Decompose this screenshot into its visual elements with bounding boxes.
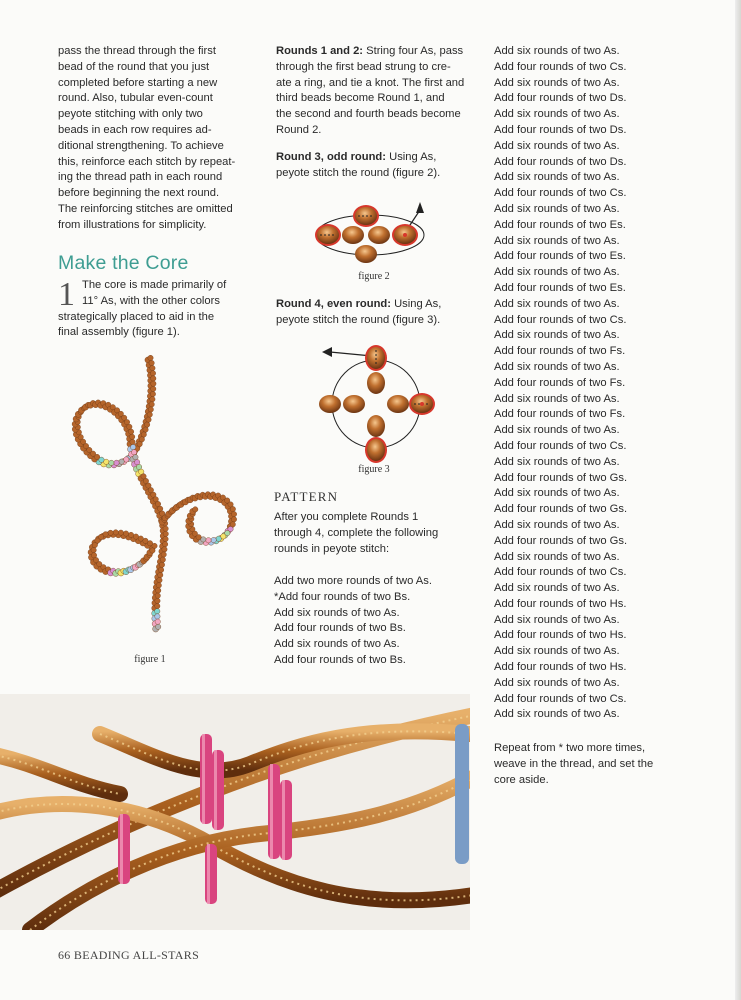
seed-bead <box>128 532 133 537</box>
round-line: Add four rounds of two Ds. <box>494 123 627 136</box>
rounds-list <box>494 44 694 723</box>
seed-bead <box>123 531 128 536</box>
seed-bead <box>158 567 163 572</box>
round-3-paragraph <box>276 150 476 182</box>
bead-highlight <box>120 814 123 884</box>
bead-highlight <box>207 844 210 904</box>
text-line: After you complete Rounds 1 <box>274 511 419 523</box>
seed-bead <box>206 538 211 543</box>
pattern-heading: PATTERN <box>274 489 339 504</box>
text-line: weave in the thread, and set the <box>494 757 654 770</box>
text-span: Using As, <box>390 298 442 310</box>
seed-bead <box>155 619 160 624</box>
seed-bead <box>91 547 96 552</box>
intro-paragraph <box>58 44 254 234</box>
round-4-paragraph <box>276 297 476 329</box>
seed-bead <box>150 397 155 402</box>
round-line: Add six rounds of two As. <box>494 582 620 595</box>
round-line: Add four rounds of two Es. <box>494 250 626 263</box>
seed-bead <box>155 614 160 619</box>
bead <box>387 395 409 413</box>
seed-bead <box>151 376 156 381</box>
seed-bead <box>155 609 160 614</box>
step-number: 1 <box>58 276 75 313</box>
seed-bead <box>158 572 163 577</box>
round-line: Add six rounds of two As. <box>494 171 620 184</box>
text-line <box>58 294 254 310</box>
seed-bead <box>134 459 139 464</box>
text-span: the second and fourth beads become <box>276 108 461 121</box>
seed-bead <box>155 598 160 603</box>
bold-label: Round 3, odd round: <box>276 150 386 163</box>
seed-bead <box>158 506 163 511</box>
round-line: Add six rounds of two As. <box>494 424 620 437</box>
text-line <box>276 297 476 313</box>
page-edge <box>735 0 741 1000</box>
seed-bead <box>160 557 165 562</box>
text-span: Round 2. <box>276 123 322 136</box>
bead <box>367 439 385 461</box>
pattern-line: Add two more rounds of two As. <box>274 575 432 587</box>
figure-1-illustration <box>56 352 256 652</box>
text-span: 11° As, with the other colors <box>82 294 220 307</box>
text-span: The core is made primarily of <box>82 279 227 291</box>
round-line: Add four rounds of two Cs. <box>494 692 627 705</box>
seed-bead <box>150 391 155 396</box>
seed-bead <box>150 371 155 376</box>
text-line: round. Also, tubular even-count <box>58 92 213 105</box>
seed-bead <box>128 429 133 434</box>
bead <box>355 245 377 263</box>
seed-bead <box>133 455 138 460</box>
text-line <box>276 60 476 76</box>
thread-dot <box>403 233 407 237</box>
round-line: Add four rounds of two Es. <box>494 281 626 294</box>
seed-bead <box>159 562 164 567</box>
round-line: Add four rounds of two Hs. <box>494 597 627 610</box>
bold-label: Round 4, even round: <box>276 298 391 310</box>
seed-bead <box>156 588 161 593</box>
text-line: ing the thread path in each round <box>58 171 223 184</box>
seed-bead <box>231 517 236 522</box>
text-line: core aside. <box>494 773 549 786</box>
text-line <box>276 166 476 182</box>
seed-bead <box>146 417 151 422</box>
page-folio: 66 BEADING ALL-STARS <box>58 948 200 962</box>
bead-highlight <box>270 764 273 859</box>
text-line: ditional strengthening. To achieve <box>58 139 224 152</box>
text-line: before beginning the next round. <box>58 187 220 200</box>
text-line <box>276 76 476 92</box>
text-line: from illustrations for simplicity. <box>58 218 207 231</box>
round-line: Add four rounds of two Cs. <box>494 187 627 200</box>
round-line: Add six rounds of two As. <box>494 518 620 531</box>
seed-bead <box>193 507 198 512</box>
text-line: this, reinforce each stitch by repeat- <box>58 155 236 168</box>
seed-bead <box>155 603 160 608</box>
seed-bead <box>114 460 119 465</box>
seed-bead <box>109 460 114 465</box>
round-line: Add six rounds of two As. <box>494 297 620 310</box>
pattern-line: *Add four rounds of two Bs. <box>274 590 411 603</box>
pattern-line: Add four rounds of two Bs. <box>274 622 406 635</box>
seed-bead <box>155 593 160 598</box>
text-line <box>276 44 476 60</box>
round-line: Add four rounds of two Cs. <box>494 313 627 326</box>
seed-bead <box>156 583 161 588</box>
seed-bead <box>130 439 135 444</box>
thread-dot <box>420 402 424 406</box>
text-line: completed before starting a new <box>58 76 218 89</box>
text-span: through the first bead strung to cre- <box>276 60 451 73</box>
round-line: Add six rounds of two As. <box>494 645 620 658</box>
seed-bead <box>130 444 135 449</box>
text-line <box>58 325 254 341</box>
round-line: Add six rounds of two As. <box>494 360 620 373</box>
seed-bead <box>155 624 160 629</box>
seed-bead <box>92 542 97 547</box>
pattern-list <box>274 574 474 669</box>
text-span: strategically placed to aid in the <box>58 310 215 323</box>
text-line: beads in each row requires ad- <box>58 123 212 136</box>
pattern-intro <box>274 510 474 557</box>
round-line: Add six rounds of two As. <box>494 613 620 626</box>
round-line: Add six rounds of two As. <box>494 550 620 563</box>
seed-bead <box>161 552 166 557</box>
text-line <box>276 91 476 107</box>
seed-bead <box>162 542 167 547</box>
round-line: Add six rounds of two As. <box>494 234 620 247</box>
step-1-text <box>58 278 254 341</box>
round-line: Add six rounds of two As. <box>494 392 620 405</box>
seed-bead <box>162 547 167 552</box>
round-line: Add six rounds of two As. <box>494 139 620 152</box>
round-line: Add six rounds of two As. <box>494 329 620 342</box>
seed-bead <box>230 506 235 511</box>
round-line: Add four rounds of two Ds. <box>494 155 627 168</box>
text-line <box>276 107 476 123</box>
bead <box>343 395 365 413</box>
rounds-instructions <box>276 44 476 181</box>
pink-bead-column <box>205 844 217 904</box>
round-line: Add four rounds of two Fs. <box>494 408 626 421</box>
seed-bead <box>138 536 143 541</box>
text-line <box>276 313 476 329</box>
seed-bead <box>163 526 168 531</box>
bead <box>319 395 341 413</box>
text-line: bead of the round that you just <box>58 60 210 73</box>
bead-highlight <box>202 734 205 824</box>
seed-bead <box>119 459 124 464</box>
repeat-note <box>494 741 694 788</box>
bead <box>368 226 390 244</box>
text-line <box>58 310 254 326</box>
round-line: Add six rounds of two As. <box>494 708 620 721</box>
pink-bead-column <box>212 750 224 830</box>
text-span: final assembly (figure 1). <box>58 326 180 339</box>
seed-bead <box>151 386 156 391</box>
bead <box>367 372 385 394</box>
round-line: Add four rounds of two Gs. <box>494 503 628 516</box>
pink-bead-column <box>200 734 212 824</box>
bold-label: Rounds 1 and 2: <box>276 45 364 57</box>
text-span: String four As, pass <box>363 45 464 57</box>
seed-bead <box>157 577 162 582</box>
seed-bead <box>163 536 168 541</box>
pink-bead-column <box>280 780 292 860</box>
bead <box>342 226 364 244</box>
text-line: pass the thread through the first <box>58 45 216 57</box>
figure-3-caption: figure 3 <box>358 464 390 475</box>
bead-highlight <box>214 750 217 830</box>
round-line: Add six rounds of two As. <box>494 455 620 468</box>
seed-bead <box>131 450 136 455</box>
figure-3-illustration <box>316 338 440 464</box>
beadwork-photo-art <box>0 694 470 930</box>
text-span: Using As, <box>386 150 437 163</box>
seed-bead <box>211 537 216 542</box>
rounds-1-2-paragraph <box>276 44 476 139</box>
round-line: Add six rounds of two As. <box>494 76 620 89</box>
text-span: peyote stitch the round (figure 2). <box>276 166 441 179</box>
text-line: peyote stitching with only two <box>58 108 203 121</box>
pattern-line: Add six rounds of two As. <box>274 638 400 651</box>
seed-bead <box>141 432 146 437</box>
arrow-head <box>416 202 424 213</box>
round-line: Add four rounds of two Gs. <box>494 534 628 547</box>
seed-bead <box>108 530 113 535</box>
bead <box>367 415 385 437</box>
round-line: Add six rounds of two As. <box>494 202 620 215</box>
round-line: Add four rounds of two Es. <box>494 218 626 231</box>
figure-2-illustration <box>306 196 446 271</box>
round-line: Add six rounds of two As. <box>494 108 620 121</box>
round-line: Add six rounds of two As. <box>494 487 620 500</box>
seed-bead <box>113 530 118 535</box>
round-line: Add four rounds of two Cs. <box>494 566 627 579</box>
pattern-line: Add six rounds of two As. <box>274 606 400 619</box>
text-line <box>58 278 254 294</box>
seed-bead <box>129 434 134 439</box>
round-line: Add six rounds of two As. <box>494 45 620 57</box>
seed-bead <box>150 365 155 370</box>
figure-2-caption: figure 2 <box>358 271 390 282</box>
round-line: Add four rounds of two Gs. <box>494 471 628 484</box>
round-line: Add four rounds of two Cs. <box>494 60 627 73</box>
section-title: Make the Core <box>58 252 189 274</box>
arrow-head <box>322 347 332 357</box>
text-span: ate a ring, and tie a knot. The first and <box>276 76 465 89</box>
round-line: Add four rounds of two Hs. <box>494 661 627 674</box>
text-line: The reinforcing stitches are omitted <box>58 202 233 215</box>
pattern-line: Add four rounds of two Bs. <box>274 653 406 666</box>
seed-bead <box>147 412 152 417</box>
seed-bead <box>118 530 123 535</box>
seed-bead <box>151 381 156 386</box>
seed-bead <box>149 402 154 407</box>
text-line <box>276 123 476 139</box>
beadwork-photo <box>0 694 470 930</box>
text-line: through 4, complete the following <box>274 526 439 539</box>
seed-bead <box>148 407 153 412</box>
round-line: Add four rounds of two Hs. <box>494 629 627 642</box>
text-line <box>276 150 476 166</box>
round-line: Add four rounds of two Fs. <box>494 376 626 389</box>
seed-bead <box>231 511 236 516</box>
seed-bead <box>216 536 221 541</box>
text-span: peyote stitch the round (figure 3). <box>276 313 441 326</box>
seed-bead <box>148 355 153 360</box>
seed-bead <box>127 424 132 429</box>
round-line: Add six rounds of two As. <box>494 266 620 279</box>
seed-bead <box>149 360 154 365</box>
pink-bead-column <box>268 764 280 859</box>
figure-1-caption: figure 1 <box>134 654 166 665</box>
seed-bead <box>133 534 138 539</box>
text-span: third beads become Round 1, and <box>276 92 445 105</box>
text-line: rounds in peyote stitch: <box>274 542 390 555</box>
text-line: Repeat from * two more times, <box>494 742 646 754</box>
seed-bead <box>150 548 155 553</box>
blue-bead-column <box>455 724 469 864</box>
seed-bead <box>144 422 149 427</box>
round-line: Add four rounds of two Fs. <box>494 345 626 358</box>
seed-bead <box>143 427 148 432</box>
seed-bead <box>163 531 168 536</box>
round-line: Add six rounds of two As. <box>494 676 620 689</box>
round-line: Add four rounds of two Cs. <box>494 439 627 452</box>
bead-highlight <box>282 780 285 860</box>
pink-bead-column <box>118 814 130 884</box>
round-line: Add four rounds of two Ds. <box>494 92 627 105</box>
